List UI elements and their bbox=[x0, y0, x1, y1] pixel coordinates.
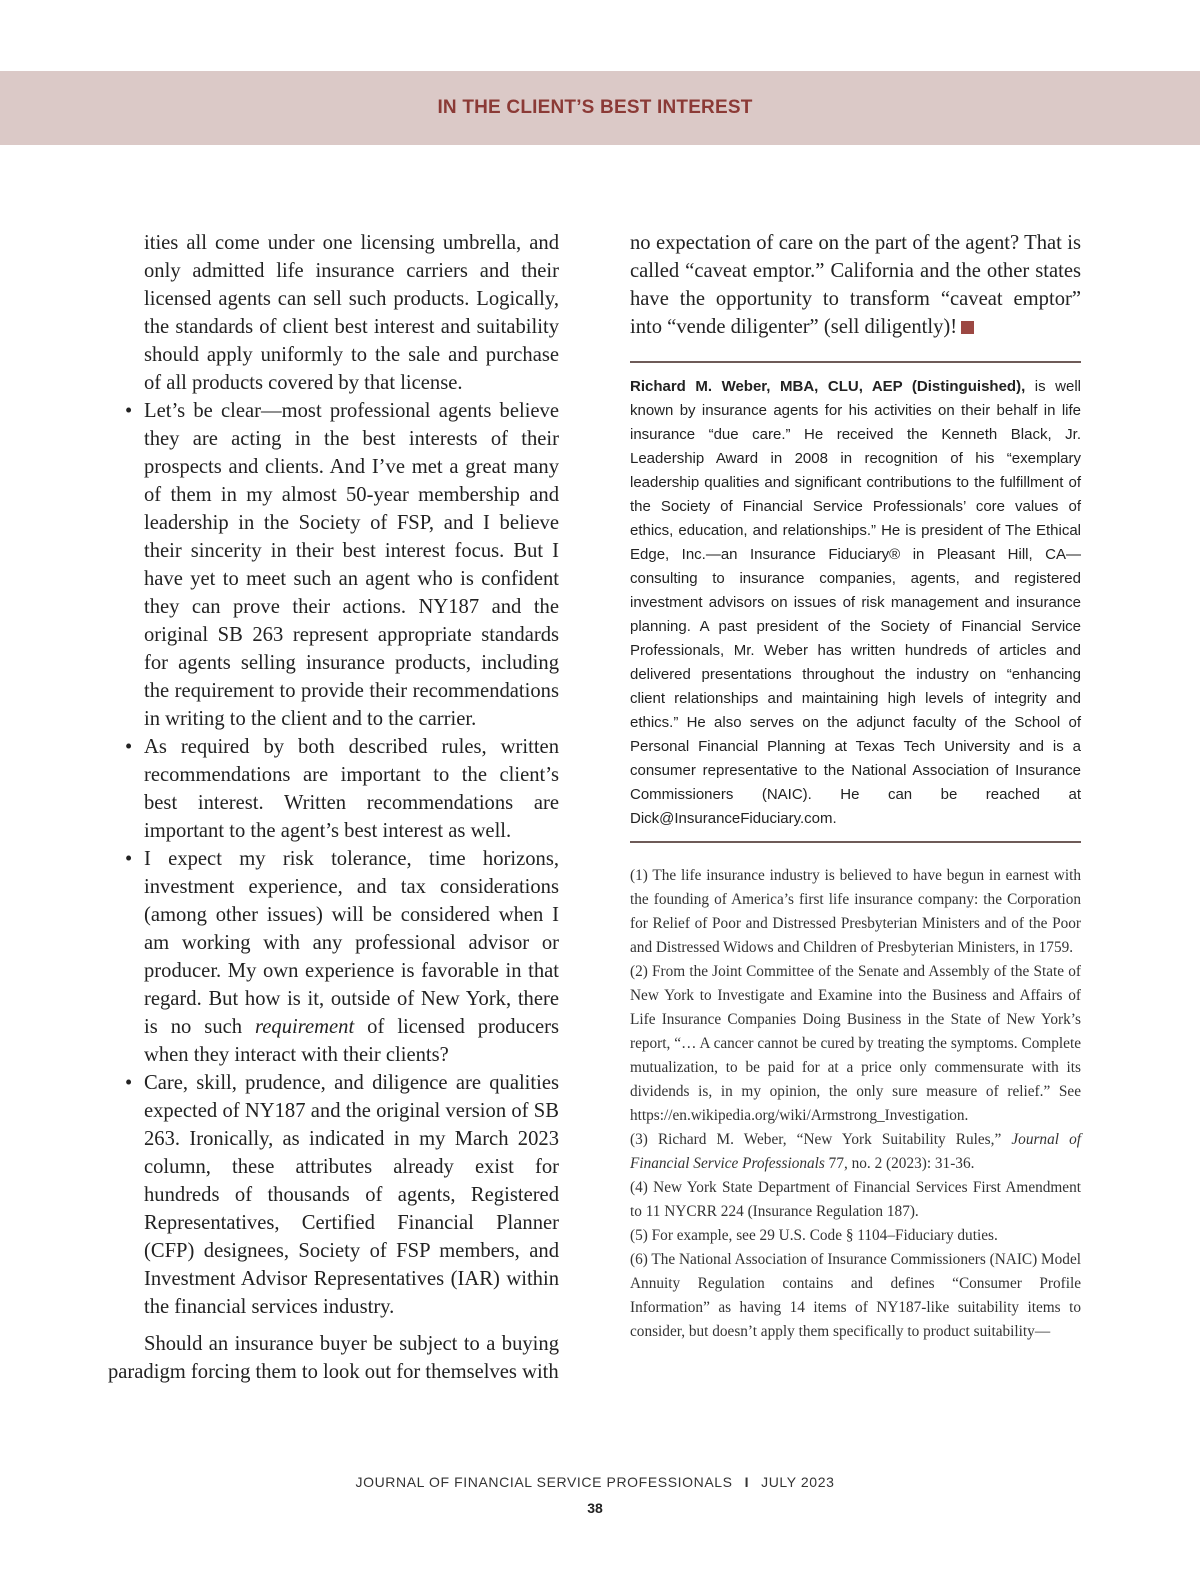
continuation-paragraph: ities all come under one licensing umbrella, and only admitted life insurance carriers and their licensed agents can sell such products. Logically, the standards of client best interest and suitability should apply uniformly to the sale and purchase of all products covered by that license. bbox=[144, 232, 559, 394]
author-name: Richard M. Weber, MBA, CLU, AEP (Distinguished), bbox=[630, 378, 1026, 395]
left-column bbox=[108, 229, 559, 1386]
author-bio bbox=[630, 375, 1081, 831]
bullet-marker: • bbox=[125, 736, 133, 758]
emphasis-text: requirement bbox=[255, 1016, 355, 1038]
list-item bbox=[108, 397, 559, 733]
list-item-text: Let’s be clear—most professional agents believe they are acting in the best interests of their prospects and clients. And I’ve met a great many of them in my almost 50-year membership and leadership in the Society of FSP, and I believe their sincerity in their best interest focus. But I have yet to meet such an agent who is confident they can prove their actions. NY187 and the original SB 263 represent appropriate standards for agents selling insurance products, including the requirement to provide their recommendations in writing to the client and to the carrier. bbox=[144, 400, 559, 730]
section-title: IN THE CLIENT’S BEST INTEREST bbox=[437, 97, 753, 118]
list-item-text-part: I expect my risk tolerance, time horizons, investment experience, and tax considerations (among other issues) will be considered when I am working with any professional advisor or producer. My own experience is favorable in that regard. But how is it, outside of New York, there is no such bbox=[144, 848, 559, 1038]
footer-separator: I bbox=[744, 1474, 750, 1490]
list-item bbox=[108, 733, 559, 845]
list-item bbox=[108, 845, 559, 1069]
list-item-text: As required by both described rules, written recommendations are important to the client’s best interest. Written recommendations are important to the agent’s best interest as well. bbox=[144, 736, 559, 842]
bullet-list bbox=[108, 397, 559, 1321]
right-column bbox=[630, 229, 1081, 1344]
footnote-3-text: (3) Richard M. Weber, “New York Suitability Rules,” bbox=[630, 1131, 1012, 1148]
final-paragraph: Should an insurance buyer be subject to a buying paradigm forcing them to look out for themselves with bbox=[108, 1333, 559, 1383]
issue-date: JULY 2023 bbox=[761, 1474, 835, 1490]
list-item-text: Care, skill, prudence, and diligence are qualities expected of NY187 and the original version of SB 263. Ironically, as indicated in my March 2023 column, these attributes already exist for hundreds of thousands of agents, Registered Representatives, Certified Financial Planner (CFP) designees, Society of FSP members, and Investment Advisor Representatives (IAR) within the financial services industry. bbox=[144, 1072, 559, 1318]
page-footer bbox=[0, 1474, 1190, 1490]
divider-top bbox=[630, 361, 1081, 363]
list-item-text-part: of licensed producers when they interact with their clients? bbox=[144, 1016, 559, 1066]
footnote-5: (5) For example, see 29 U.S. Code § 1104–Fiduciary duties. bbox=[630, 1227, 998, 1244]
journal-name: JOURNAL OF FINANCIAL SERVICE PROFESSIONALS bbox=[355, 1474, 733, 1490]
footnote-1: (1) The life insurance industry is believed to have begun in earnest with the founding of America’s first life insurance company: the Corporation for Relief of Poor and Distressed Presbyterian Ministers and of the Poor and Distressed Widows and Children of Presbyterian Ministers, in 1759. bbox=[630, 867, 1081, 956]
footnotes bbox=[630, 864, 1081, 1344]
page-number: 38 bbox=[587, 1500, 603, 1516]
footnote-3-journal: Journal of Financial Service Professionals bbox=[630, 1131, 1082, 1172]
list-item bbox=[108, 1069, 559, 1321]
bullet-marker: • bbox=[125, 1072, 133, 1094]
list-item-text bbox=[144, 848, 559, 1066]
footnote-6: (6) The National Association of Insurance Commissioners (NAIC) Model Annuity Regulation contains and defines “Consumer Profile Information” as having 14 items of NY187-like suitability items to consider, but doesn’t apply them specifically to product suitability— bbox=[630, 1251, 1081, 1340]
author-bio-text: is well known by insurance agents for his activities on their behalf in life insurance “due care.” He received the Kenneth Black, Jr. Leadership Award in 2008 in recognition of his “exemplary leadership qualities and significant contributions to the fulfillment of the Society of Financial Service Professionals’ core values of ethics, education, and relationships.” He is president of The Ethical Edge, Inc.—an Insurance Fiduciary® in Pleasant Hill, CA—consulting to insurance companies, agents, and registered investment advisors on issues of risk management and insurance planning. A past president of the Society of Financial Service Professionals, Mr. Weber has written hundreds of articles and delivered presentations throughout the industry on “enhancing client relationships and maintaining high levels of integrity and ethics.” He also serves on the adjunct faculty of the School of Personal Financial Planning at Texas Tech University and is a consumer representative to the National Association of Insurance Commissioners (NAIC). He can be reached at Dick@InsuranceFiduciary.com. bbox=[630, 378, 1081, 827]
footnote-2: (2) From the Joint Committee of the Senate and Assembly of the State of New York to Investigate and Examine into the Business and Affairs of Life Insurance Companies Doing Business in the State of New York’s report, “… A cancer cannot be cured by treating the symptoms. Complete mutualization, to be paid for at a price only commensurate with its dividends is, in my opinion, the only sure measure of relief.” See https://en.wikipedia.org/wiki/Armstrong_Investigation. bbox=[630, 963, 1081, 1124]
footnote-3-citation: 77, no. 2 (2023): 31-36. bbox=[824, 1155, 975, 1172]
intro-paragraph bbox=[630, 229, 1081, 341]
intro-text: no expectation of care on the part of the agent? That is called “caveat emptor.” California and the other states have the opportunity to transform “caveat emptor” into “vende diligenter” (sell diligently)! bbox=[630, 232, 1081, 338]
footnote-4: (4) New York State Department of Financial Services First Amendment to 11 NYCRR 224 (Insurance Regulation 187). bbox=[630, 1179, 1081, 1220]
bullet-marker: • bbox=[125, 400, 133, 422]
footnote-3 bbox=[630, 1128, 1081, 1176]
bullet-marker: • bbox=[125, 848, 133, 870]
end-of-article-mark bbox=[961, 321, 974, 334]
divider-bottom bbox=[630, 841, 1081, 843]
